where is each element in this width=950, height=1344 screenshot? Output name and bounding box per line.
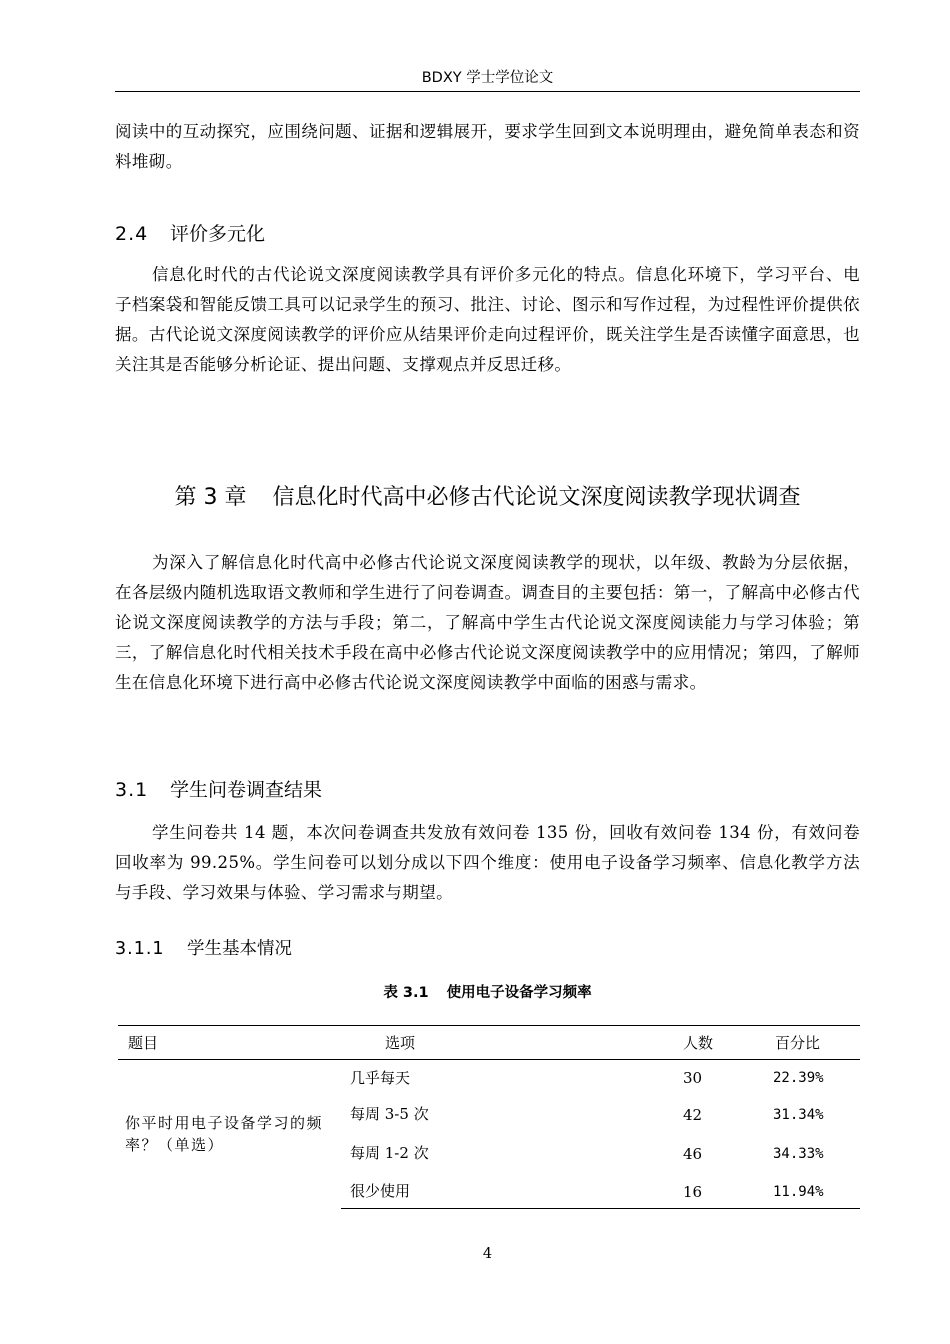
section-2-4-body: 信息化时代的古代论说文深度阅读教学具有评价多元化的特点。信息化环境下，学习平台、电子档案袋和智能反馈工具可以记录学生的预习、批注、讨论、图示和写作过程，为过程性评价提供依据。古代论说文深度阅读教学的评价应从结果评价走向过程评价，既关注学生是否读懂字面意思，也关注其是否能够分析论证、提出问题、支撑观点并反思迁移。 xyxy=(115,265,860,374)
section-title: 评价多元化 xyxy=(170,223,266,245)
section-number: 2.4 xyxy=(115,223,149,245)
table-caption-title: 使用电子设备学习频率 xyxy=(446,985,592,1001)
subsection-number: 3.1.1 xyxy=(115,939,165,959)
table-count-cell: 16 xyxy=(683,1183,703,1201)
table-header-rule xyxy=(118,1059,860,1060)
table-header-cell: 人数 xyxy=(683,1034,714,1052)
table-header-cell: 百分比 xyxy=(775,1034,821,1052)
table-question-cell: 你平时用电子设备学习的频率？（单选） xyxy=(125,1114,324,1154)
table-percent-cell: 34.33% xyxy=(773,1146,824,1162)
table-top-rule xyxy=(118,1025,860,1026)
table-count-cell: 42 xyxy=(683,1106,703,1124)
table-option-cell: 几乎每天 xyxy=(350,1069,411,1087)
table-bottom-rule xyxy=(341,1208,860,1209)
table-percent-cell: 22.39% xyxy=(773,1070,824,1086)
table-header-cell: 选项 xyxy=(385,1034,416,1052)
section-title: 学生问卷调查结果 xyxy=(170,779,323,801)
table-caption xyxy=(115,983,860,1003)
section-heading-2-4 xyxy=(115,221,265,247)
table-option-cell: 每周 3-5 次 xyxy=(350,1105,429,1123)
table-count-cell: 46 xyxy=(683,1145,703,1163)
table-percent-cell: 31.34% xyxy=(773,1107,824,1123)
table-header-cell: 题目 xyxy=(128,1034,159,1052)
section-number: 3.1 xyxy=(115,779,149,801)
table-option-cell: 很少使用 xyxy=(350,1182,411,1200)
subsection-heading-3-1-1 xyxy=(115,937,292,961)
section-3-1-body: 学生问卷共 14 题，本次问卷调查共发放有效问卷 135 份，回收有效问卷 134 份，有效问卷回收率为 99.25%。学生问卷可以划分成以下四个维度：使用电子设备学习频率、信息化教学方法与手段、学习效果与体验、学习需求与期望。 xyxy=(115,823,860,902)
chapter-number: 第 3 章 xyxy=(174,485,247,510)
section-heading-3-1 xyxy=(115,777,322,803)
chapter-heading xyxy=(115,482,860,514)
page-number: 4 xyxy=(482,1246,493,1262)
table-option-cell: 每周 1-2 次 xyxy=(350,1144,429,1162)
table-count-cell: 30 xyxy=(683,1069,703,1087)
chapter-title: 信息化时代高中必修古代论说文深度阅读教学现状调查 xyxy=(272,485,801,510)
header-rule xyxy=(115,91,860,92)
table-percent-cell: 11.94% xyxy=(773,1184,824,1200)
subsection-title: 学生基本情况 xyxy=(187,939,292,959)
intro-paragraph: 阅读中的互动探究，应围绕问题、证据和逻辑展开，要求学生回到文本说明理由，避免简单表态和资料堆砌。 xyxy=(115,122,860,171)
running-header: BDXY 学士学位论文 xyxy=(421,70,554,86)
chapter-3-body: 为深入了解信息化时代高中必修古代论说文深度阅读教学的现状，以年级、教龄为分层依据，在各层级内随机选取语文教师和学生进行了问卷调查。调查目的主要包括：第一，了解高中必修古代论说文深度阅读教学的方法与手段；第二，了解高中学生古代论说文深度阅读能力与学习体验；第三，了解信息化时代相关技术手段在高中必修古代论说文深度阅读教学中的应用情况；第四，了解师生在信息化环境下进行高中必修古代论说文深度阅读教学中面临的困惑与需求。 xyxy=(115,553,860,692)
table-caption-number: 表 3.1 xyxy=(383,985,429,1001)
